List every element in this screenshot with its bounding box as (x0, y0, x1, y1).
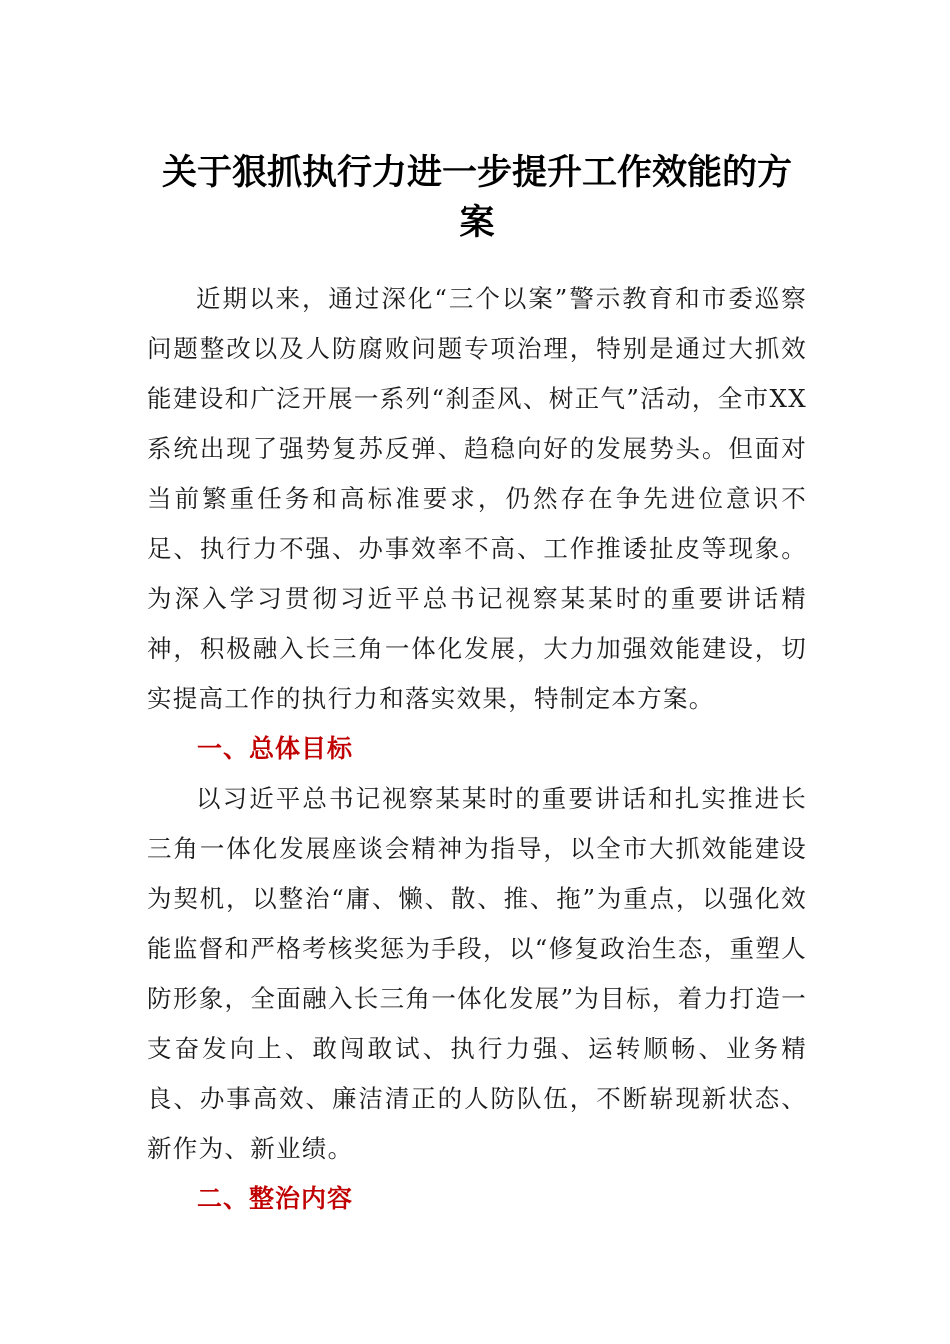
section-heading-rectification: 二、整治内容 (197, 1184, 354, 1213)
section-heading-goals: 一、总体目标 (197, 734, 354, 763)
goals-paragraph: 以习近平总书记视察某某时的重要讲话和扎实推进长三角一体化发展座谈会精神为指导，以全市大抓效能建设为契机，以整治“庸、懒、散、推、拖”为重点，以强化效能监督和严格考核奖惩为手段，以“修复政治生态，重塑人防形象，全面融入长三角一体化发展”为目标，着力打造一支奋发向上、敢闯敢试、执行力强、运转顺畅、业务精良、办事高效、廉洁清正的人防队伍，不断崭现新状态、新作为、新业绩。 (147, 784, 807, 1163)
intro-paragraph: 近期以来，通过深化“三个以案”警示教育和市委巡察问题整改以及人防腐败问题专项治理，特别是通过大抓效能建设和广泛开展一系列“刹歪风、树正气”活动，全市XX系统出现了强势复苏反弹、趋稳向好的发展势头。但面对当前繁重任务和高标准要求，仍然存在争先进位意识不足、执行力不强、办事效率不高、工作推诿扯皮等现象。为深入学习贯彻习近平总书记视察某某时的重要讲话精神，积极融入长三角一体化发展，大力加强效能建设，切实提高工作的执行力和落实效果，特制定本方案。 (147, 284, 807, 713)
document-title: 关于狠抓执行力进一步提升工作效能的方案 (161, 152, 792, 243)
